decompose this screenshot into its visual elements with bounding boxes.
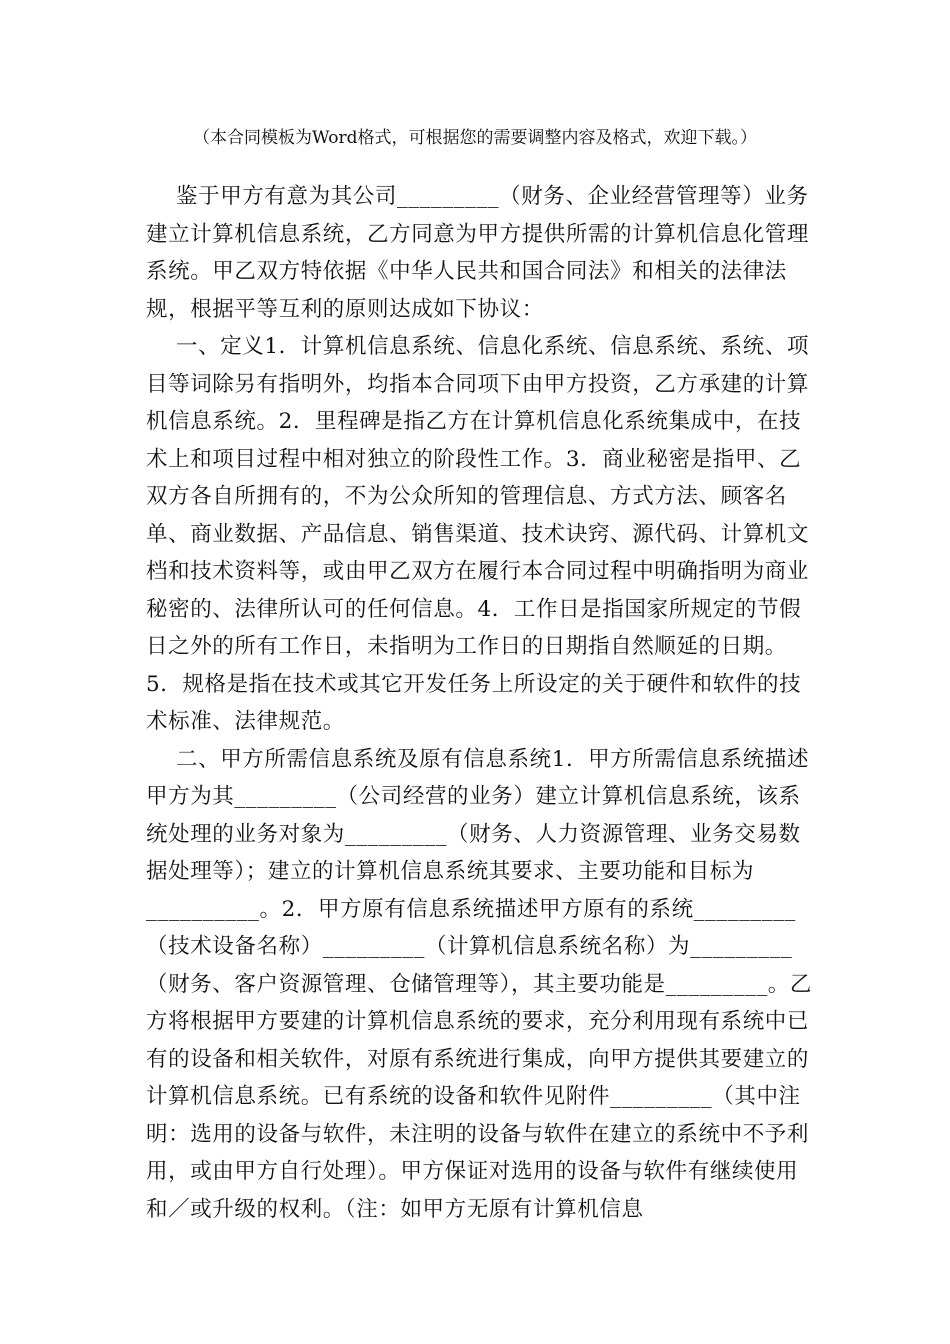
definitions-paragraph: 一、定义1．计算机信息系统、信息化系统、信息系统、系统、项目等词除另有指明外，均指本合同项下由甲方投资，乙方承建的计算机信息系统。2．里程碑是指乙方在计算机信息化系统集成中，在技术上和项目过程中相对独立的阶段性工作。3．商业秘密是指甲、乙双方各自所拥有的，不为公众所知的管理信息、方式方法、顾客名单、商业数据、产品信息、销售渠道、技术诀窍、源代码、计算机文档和技术资料等，或由甲乙双方在履行本合同过程中明确指明为商业秘密的、法律所认可的任何信息。4．工作日是指国家所规定的节假日之外的所有工作日，未指明为工作日的日期指自然顺延的日期。5．规格是指在技术或其它开发任务上所设定的关于硬件和软件的技术标准、法律规范。	[146, 334, 810, 734]
preamble-paragraph: 鉴于甲方有意为其公司_________（财务、企业经营管理等）业务建立计算机信息系统，乙方同意为甲方提供所需的计算机信息化管理系统。甲乙双方特依据《中华人民共和国合同法》和相关的法律法规，根据平等互利的原则达成如下协议：	[146, 184, 810, 322]
systems-paragraph: 二、甲方所需信息系统及原有信息系统1．甲方所需信息系统描述甲方为其_________（公司经营的业务）建立计算机信息系统，该系统处理的业务对象为_________（财务、人力资源管理、业务交易数据处理等）；建立的计算机信息系统其要求、主要功能和目标为__________。2．甲方原有信息系统描述甲方原有的系统_________（技术设备名称）_________（计算机信息系统名称）为_________（财务、客户资源管理、仓储管理等），其主要功能是_________。乙方将根据甲方要建的计算机信息系统的要求，充分利用现有系统中已有的设备和相关软件，对原有系统进行集成，向甲方提供其要建立的计算机信息系统。已有系统的设备和软件见附件_________（其中注明：选用的设备与软件，未注明的设备与软件在建立的系统中不予利用，或由甲方自行处理）。甲方保证对选用的设备与软件有继续使用和／或升级的权利。（注：如甲方无原有计算机信息	[146, 746, 813, 1222]
contract-body	[146, 178, 816, 1228]
template-note: （本合同模板为Word格式，可根据您的需要调整内容及格式，欢迎下载。）	[192, 128, 758, 148]
